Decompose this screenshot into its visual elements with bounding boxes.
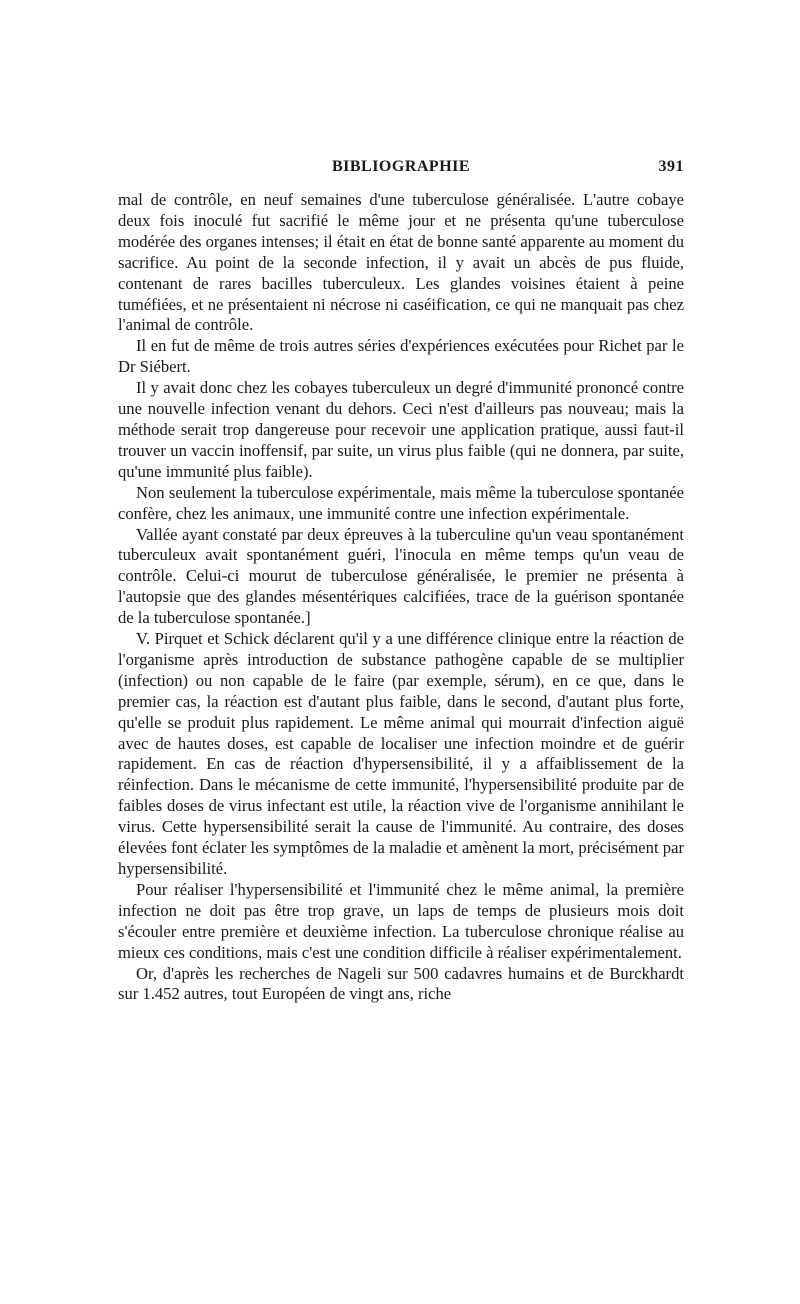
paragraph: Il en fut de même de trois autres séries d'expériences exécutées pour Richet par le Dr Siébert. [118,336,684,377]
running-header [118,150,684,180]
paragraph: Vallée ayant constaté par deux épreuves à la tuberculine qu'un veau spontanément tuberculeux avait spontanément guéri, l'inocula en même temps qu'un veau de contrôle. Celui-ci mourut de tuberculose généralisée, le premier ne présenta à l'autopsie que des glandes mésentériques calcifiées, trace de la guérison spontanée de la tuberculose spontanée.] [118,524,684,628]
paragraph: mal de contrôle, en neuf semaines d'une tuberculose généralisée. L'autre cobaye deux fois inoculé fut sacrifié le même jour et ne présenta qu'une tuberculose modérée des organes intenses; il était en état de bonne santé apparente au moment du sacrifice. Au point de la seconde infection, il y avait un abcès de pus fluide, contenant de rares bacilles tuberculeux. Les glandes voisines étaient à peine tuméfiées, et ne présentaient ni nécrose ni caséification, ce qui ne manquait pas chez l'animal de contrôle. [118,190,684,335]
paragraph: Il y avait donc chez les cobayes tuberculeux un degré d'immunité prononcé contre une nouvelle infection venant du dehors. Ceci n'est d'ailleurs pas nouveau; mais la méthode serait trop dangereuse pour recevoir une application pratique, aussi faut-il trouver un vaccin inoffensif, par suite, un virus plus faible (qui ne donnera, par suite, qu'une immunité plus faible). [118,378,684,481]
book-page [118,150,684,1005]
body-text [118,190,684,1005]
paragraph: Non seulement la tuberculose expérimentale, mais même la tuberculose spontanée confère, chez les animaux, une immunité contre une infection expérimentale. [118,482,684,523]
paragraph: Pour réaliser l'hypersensibilité et l'immunité chez le même animal, la première infection ne doit pas être trop grave, un laps de temps de plusieurs mois doit s'écouler entre première et deuxième infection. La tuberculose chronique réalise au mieux ces conditions, mais c'est une condition difficile à réaliser expérimentalement. [118,879,684,962]
paragraph: V. Pirquet et Schick déclarent qu'il y a une différence clinique entre la réaction de l'organisme après introduction de substance pathogène capable de se multiplier (infection) ou non capable de le faire (par exemple, sérum), en ce que, dans le premier cas, la réaction est d'autant plus faible, dans le second, d'autant plus forte, qu'elle se produit plus rapidement. Le même animal qui mourrait d'infection aiguë avec de hautes doses, est capable de localiser une infection moindre et de guérir rapidement. En cas de réaction d'hypersensibilité, il y a affaiblissement de la réinfection. Dans le mécanisme de cette immunité, l'hypersensibilité produite par de faibles doses de virus infectant est utile, la réaction vive de l'organisme annihilant le virus. Cette hypersensibilité serait la cause de l'immunité. Au contraire, des doses élevées font éclater les symptômes de la maladie et amènent la mort, précisément par hypersensibilité. [118,629,684,878]
running-title: BIBLIOGRAPHIE [331,158,471,175]
paragraph: Or, d'après les recherches de Nageli sur 500 cadavres humains et de Burckhardt sur 1.452 autres, tout Européen de vingt ans, riche [118,963,684,1004]
page-number: 391 [658,158,684,175]
